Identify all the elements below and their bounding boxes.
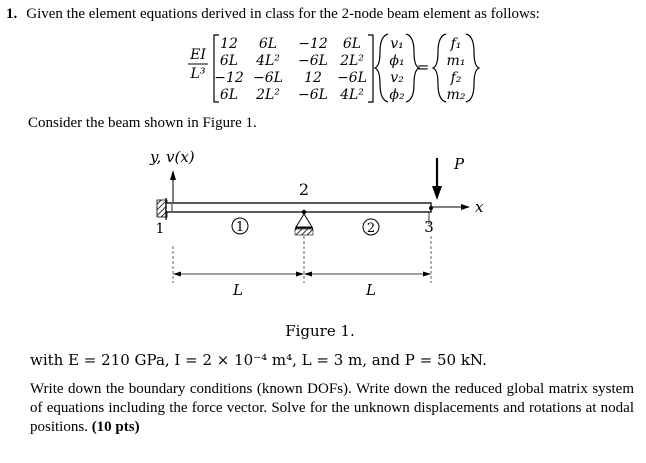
matrix-cell: 6L (342, 36, 362, 52)
matrix-cell: −6L (253, 70, 283, 86)
force-right-brace (466, 34, 479, 102)
pin-support-triangle (296, 214, 312, 227)
load-arrow-head (432, 186, 442, 200)
task-text: Write down the boundary conditions (known DOFs). Write down the reduced global matrix system of equations including the force vector. Solve for the unknown displacements and rotations at nodal positions. (30, 381, 634, 435)
matrix-cell: 6L (258, 36, 278, 52)
force-left-brace (433, 34, 446, 102)
question-intro: Given the element equations derived in class for the 2-node beam element as follows: (26, 6, 540, 22)
equals-sign: = (416, 58, 430, 76)
displacement-vector (389, 36, 405, 103)
figure-caption: Figure 1. (285, 322, 355, 340)
displacement-entry: v₁ (390, 36, 404, 52)
force-entry: m₁ (446, 53, 466, 69)
given-values: with E = 210 GPa, I = 2 × 10⁻⁴ m⁴, L = 3 m, and P = 50 kN. (30, 351, 487, 369)
task-paragraph (30, 380, 634, 437)
displacement-left-brace (375, 34, 388, 102)
span-label-2: L (366, 281, 376, 299)
matrix-cell: −6L (337, 70, 367, 86)
question-number: 1. (6, 6, 18, 22)
matrix-cell: 2L² (256, 87, 280, 103)
consider-text: Consider the beam shown in Figure 1. (28, 115, 257, 131)
factor-numerator: EI (190, 47, 206, 63)
matrix-cell: 6L (219, 87, 239, 103)
y-axis-label: y, v(x) (150, 148, 195, 166)
load-label: P (454, 155, 465, 173)
element-label-1: 1 (235, 220, 245, 235)
dimension-arrow (296, 272, 304, 277)
force-entry: f₁ (450, 36, 462, 52)
matrix-cell: 4L² (256, 53, 280, 69)
y-axis-arrowhead (170, 170, 176, 180)
stiffness-matrix (214, 36, 367, 103)
node-label-2: 2 (298, 180, 310, 199)
dimension-arrow (304, 272, 312, 277)
beam-figure (0, 140, 646, 345)
matrix-cell: −6L (298, 53, 328, 69)
matrix-cell: −12 (298, 36, 328, 52)
matrix-cell: 2L² (340, 53, 364, 69)
node-3-dot (429, 206, 433, 210)
span-label-1: L (233, 281, 243, 299)
matrix-cell: 6L (219, 53, 239, 69)
matrix-right-bracket (368, 35, 373, 102)
beam-body (166, 203, 431, 212)
matrix-cell: −12 (214, 70, 244, 86)
node-label-1: 1 (155, 221, 165, 237)
dimension-arrow (423, 272, 431, 277)
displacement-entry: ϕ₂ (389, 87, 405, 103)
matrix-cell: 12 (220, 36, 238, 52)
displacement-entry: ϕ₁ (389, 53, 405, 69)
element-equation (0, 0, 646, 110)
node-label-3: 3 (424, 218, 434, 236)
factor-denominator: L³ (190, 66, 206, 82)
matrix-cell: 12 (304, 70, 322, 86)
dimension-arrow (173, 272, 181, 277)
matrix-cell: 4L² (340, 87, 364, 103)
pin-support-hatch (295, 229, 313, 235)
force-vector (447, 36, 466, 103)
element-label-2: 2 (366, 221, 376, 236)
force-entry: f₂ (450, 70, 462, 86)
x-axis-arrowhead (461, 204, 470, 210)
matrix-cell: −6L (298, 87, 328, 103)
matrix-left-bracket (214, 35, 219, 102)
x-axis-label: x (475, 198, 484, 216)
displacement-entry: v₂ (390, 70, 404, 86)
force-entry: m₂ (446, 87, 466, 103)
task-points: (10 pts) (91, 419, 140, 435)
